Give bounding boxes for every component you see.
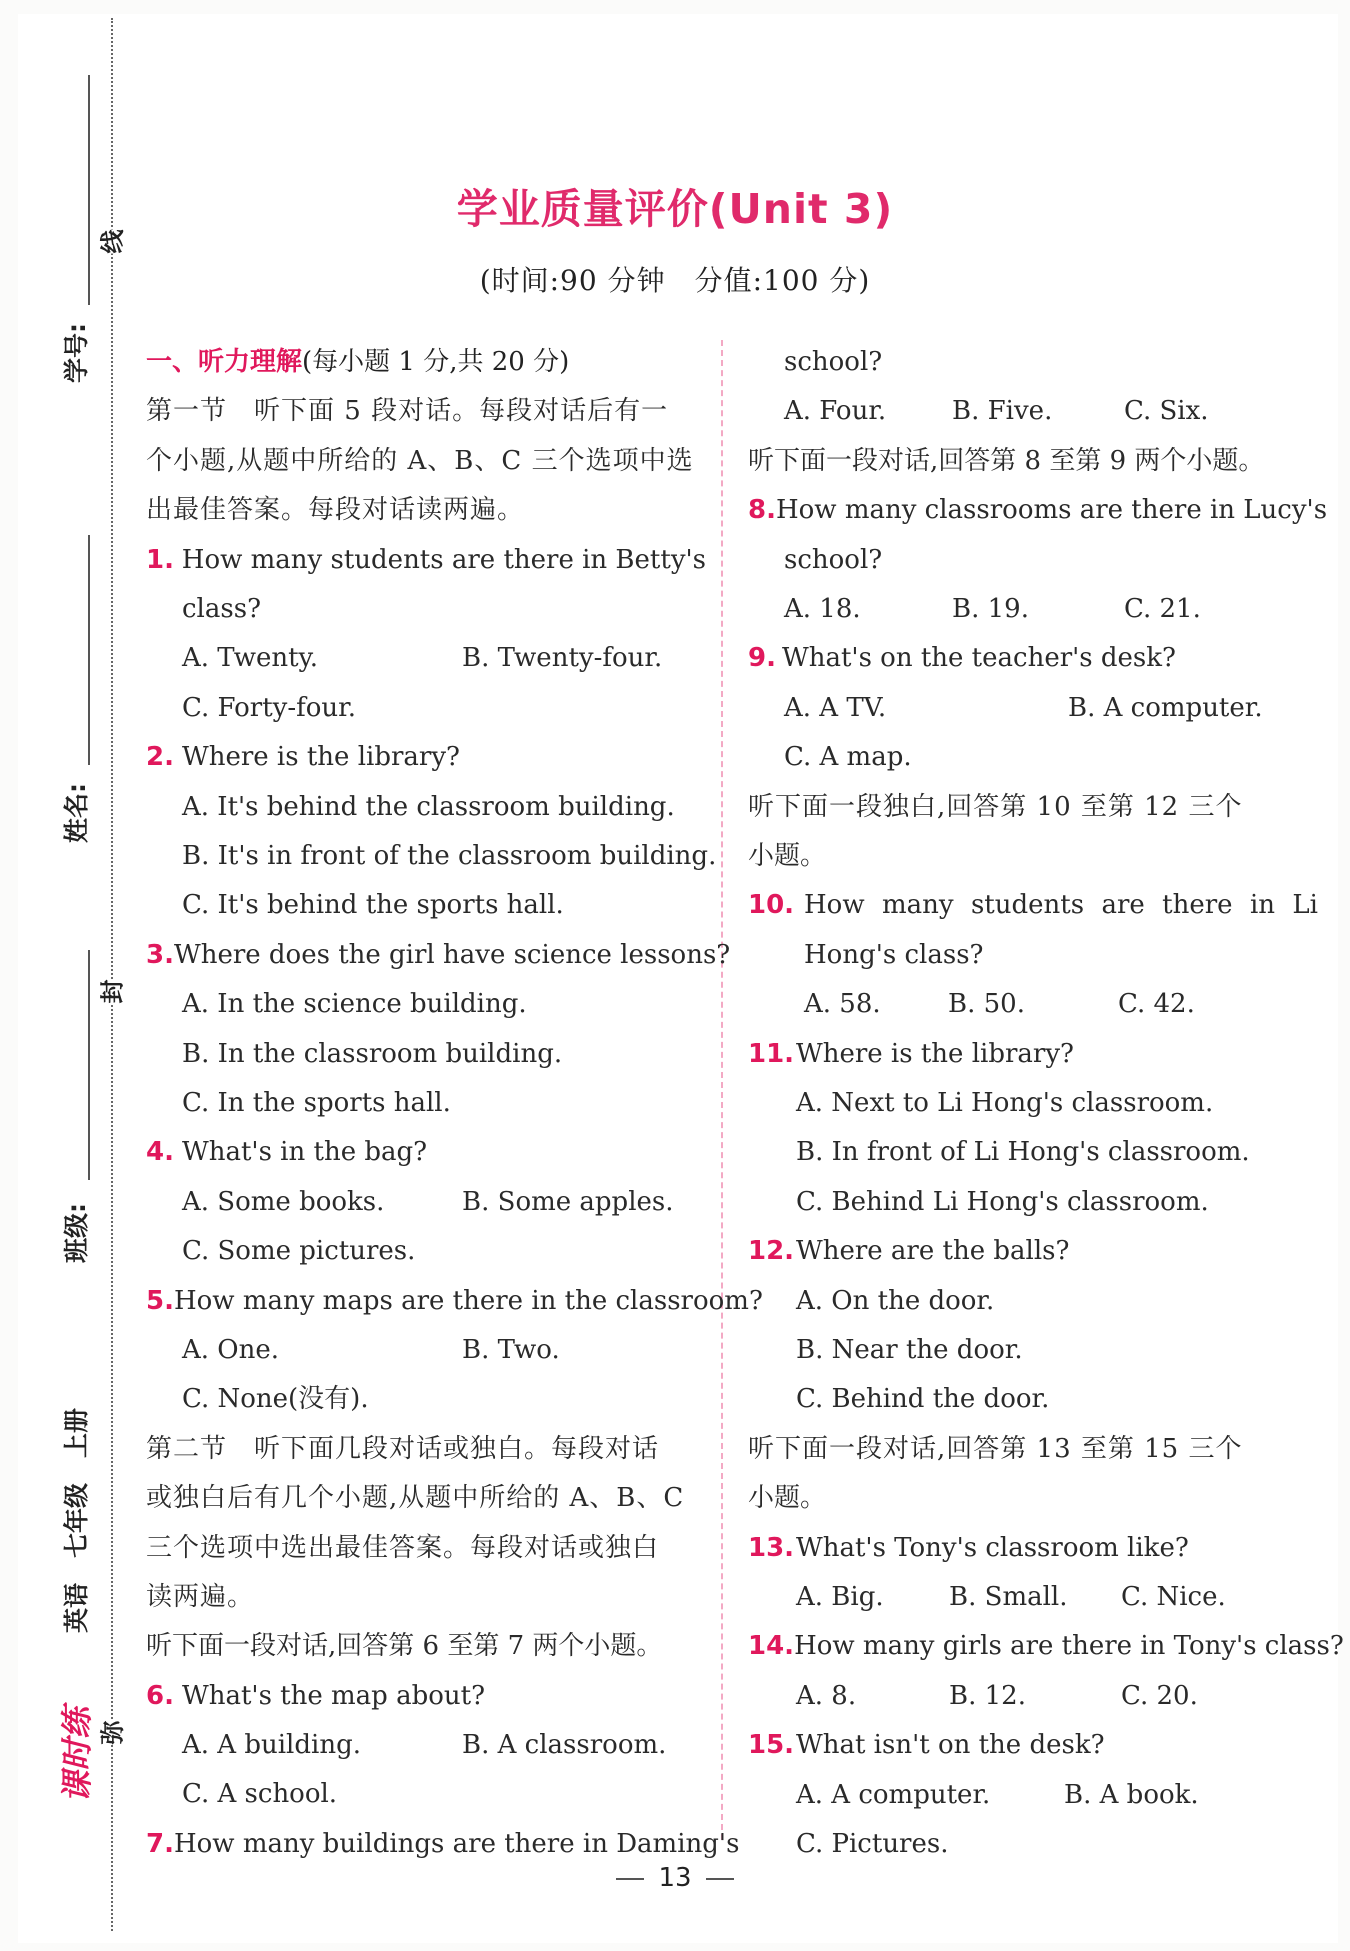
option-b: B. Near the door.: [796, 1334, 1023, 1365]
question-text: Where are the balls?: [796, 1236, 1070, 1267]
part1-instruction-line: 第一节 听下面 5 段对话。每段对话后有一: [146, 396, 669, 427]
question-text-continued: Hong's class?: [804, 939, 984, 970]
question-12: [748, 1227, 1318, 1276]
question-13: [748, 1524, 1318, 1573]
question-number: 9.: [748, 643, 776, 674]
option-c: C. Nice.: [1121, 1581, 1226, 1612]
instruction-13-15: 听下面一段对话,回答第 13 至第 15 三个: [748, 1433, 1243, 1464]
option-a: A. A TV.: [784, 692, 887, 723]
option-b: B. A book.: [1064, 1779, 1199, 1810]
question-number: 13.: [748, 1532, 795, 1563]
question-text-continued: class?: [182, 593, 262, 624]
part2-instruction-line: 三个选项中选出最佳答案。每段对话或独白: [146, 1532, 660, 1563]
right-column: [748, 338, 1344, 1869]
option-b: B. 12.: [949, 1680, 1026, 1711]
question-number: 2.: [146, 742, 174, 773]
options-row: [748, 1672, 1318, 1721]
part2-instruction-line: 或独白后有几个小题,从题中所给的 A、B、C: [146, 1483, 685, 1514]
question-text: How many classrooms are there in Lucy's: [775, 495, 1328, 526]
options-row: [146, 634, 706, 683]
option-a: A. 8.: [796, 1680, 857, 1711]
options-row: [146, 1178, 706, 1227]
option-c: C. 21.: [1124, 593, 1201, 624]
question-10: [748, 881, 1318, 930]
option-b: B. Some apples.: [462, 1186, 674, 1217]
instruction-10-12: 听下面一段独白,回答第 10 至第 12 三个: [748, 791, 1243, 822]
instruction-10-12-cont: 小题。: [748, 840, 827, 871]
option-c: C. Behind the door.: [796, 1384, 1050, 1415]
question-text: How many students are there in Betty's: [181, 544, 706, 575]
seal-feng-char: 封: [91, 980, 130, 1004]
question-text: Where is the library?: [182, 742, 460, 773]
part1-instruction-line: 出最佳答案。每段对话读两遍。: [146, 495, 525, 526]
question-text: Where does the girl have science lessons?: [173, 939, 731, 970]
page-title: 学业质量评价(Unit 3): [456, 185, 894, 233]
question-text: How many maps are there in the classroom?: [173, 1285, 763, 1316]
name-underline: [88, 535, 90, 765]
option-c: C. Pictures.: [796, 1828, 949, 1859]
question-text-continued: school?: [784, 544, 883, 575]
question-number: 6.: [146, 1680, 174, 1711]
question-number: 4.: [146, 1137, 174, 1168]
options-row: [748, 1573, 1318, 1622]
question-number: 3.: [146, 939, 174, 970]
part2-instruction-line: 第二节 听下面几段对话或独白。每段对话: [146, 1433, 660, 1464]
footer-dash: [706, 1878, 734, 1880]
option-c: C. A map.: [784, 742, 912, 773]
question-number: 11.: [748, 1038, 795, 1069]
option-b: B. A classroom.: [462, 1730, 667, 1761]
name-label: 姓名:: [62, 783, 91, 843]
book-info-label: 英语 七年级 上册: [62, 1407, 91, 1633]
question-text: What's Tony's classroom like?: [796, 1532, 1189, 1563]
question-8: [748, 486, 1328, 535]
question-7-continued: school?: [784, 347, 883, 377]
option-b: B. In front of Li Hong's classroom.: [796, 1137, 1250, 1168]
question-text: What's in the bag?: [182, 1137, 428, 1168]
column-divider: [721, 340, 723, 1840]
question-2: [146, 733, 706, 782]
instruction-8-9: 听下面一段对话,回答第 8 至第 9 两个小题。: [748, 445, 1265, 476]
option-c: C. Six.: [1124, 396, 1209, 427]
part1-instruction-line: 个小题,从题中所给的 A、B、C 三个选项中选: [146, 445, 694, 476]
question-text: What's on the teacher's desk?: [782, 643, 1176, 674]
question-number: 7.: [146, 1828, 174, 1859]
question-text: Where is the library?: [796, 1038, 1074, 1069]
option-b: B. Small.: [949, 1581, 1068, 1612]
options-row: [748, 585, 1318, 634]
seal-line-char: 线: [91, 230, 130, 254]
class-label: 班级:: [62, 1203, 91, 1263]
question-number: 1.: [146, 544, 174, 575]
option-b: B. It's in front of the classroom building.: [182, 840, 717, 871]
option-a: A. A building.: [182, 1730, 361, 1761]
option-a: A. Twenty.: [182, 643, 319, 674]
instruction-13-15-cont: 小题。: [748, 1483, 827, 1514]
option-c: C. Behind Li Hong's classroom.: [796, 1186, 1209, 1217]
question-text: How many buildings are there in Daming's: [173, 1828, 740, 1859]
question-number: 12.: [748, 1236, 795, 1267]
option-a: A. A computer.: [796, 1779, 991, 1810]
question-15: [748, 1721, 1318, 1770]
option-a: A. 58.: [804, 989, 881, 1020]
option-a: A. 18.: [784, 593, 861, 624]
footer-dash: [616, 1878, 644, 1880]
option-a: A. Four.: [784, 396, 887, 427]
options-row: [748, 684, 1318, 733]
option-a: A. Some books.: [182, 1186, 385, 1217]
option-a: A. It's behind the classroom building.: [182, 791, 675, 822]
section-heading: [146, 338, 706, 387]
question-6: [146, 1672, 706, 1721]
options-row: [748, 387, 1318, 436]
question-number: 14.: [748, 1631, 795, 1662]
question-text: What's the map about?: [182, 1680, 486, 1711]
part2-instruction-line: 读两遍。: [146, 1581, 255, 1612]
option-b: B. 19.: [952, 593, 1029, 624]
question-text: How many students are there in Li: [804, 890, 1318, 921]
option-a: A. In the science building.: [182, 989, 527, 1020]
question-1: [146, 536, 706, 585]
section-heading-note: (每小题 1 分,共 20 分): [302, 347, 570, 377]
option-b: B. Twenty-four.: [462, 643, 663, 674]
question-5: [146, 1277, 763, 1326]
options-row: [748, 980, 1318, 1029]
options-row: [748, 1771, 1318, 1820]
page-number: 13: [658, 1863, 692, 1893]
option-b: B. Two.: [462, 1334, 560, 1365]
option-a: A. One.: [182, 1334, 280, 1365]
option-c: C. A school.: [182, 1779, 338, 1810]
question-3: [146, 931, 731, 980]
option-b: B. In the classroom building.: [182, 1038, 563, 1069]
page-footer: [0, 1863, 1350, 1893]
option-b: B. Five.: [952, 396, 1053, 427]
binding-dotted-line: [111, 18, 113, 1931]
option-a: A. On the door.: [796, 1285, 995, 1316]
question-11: [748, 1030, 1318, 1079]
options-row: [146, 1326, 706, 1375]
option-c: C. None(没有).: [182, 1384, 369, 1415]
left-column: [146, 338, 763, 1869]
section-heading-title: 一、听力理解: [146, 347, 303, 377]
options-row: [146, 1721, 706, 1770]
question-4: [146, 1128, 706, 1177]
question-14: [748, 1622, 1344, 1671]
question-number: 10.: [748, 890, 795, 921]
question-text: How many girls are there in Tony's class?: [794, 1631, 1344, 1662]
seal-mi-char: 弥: [91, 1721, 130, 1745]
option-c: C. It's behind the sports hall.: [182, 890, 564, 921]
option-c: C. 20.: [1121, 1680, 1198, 1711]
student-id-label: 学号:: [62, 323, 91, 383]
question-7: [146, 1820, 740, 1869]
question-number: 5.: [146, 1285, 174, 1316]
option-a: A. Next to Li Hong's classroom.: [796, 1087, 1214, 1118]
question-text: What isn't on the desk?: [796, 1730, 1105, 1761]
instruction-6-7: 听下面一段对话,回答第 6 至第 7 两个小题。: [146, 1631, 663, 1662]
question-9: [748, 634, 1318, 683]
page-subtitle: (时间:90 分钟 分值:100 分): [479, 264, 871, 297]
question-number: 15.: [748, 1730, 795, 1761]
option-c: C. In the sports hall.: [182, 1087, 451, 1118]
option-a: A. Big.: [796, 1581, 884, 1612]
option-c: C. Forty-four.: [182, 692, 356, 723]
option-c: C. 42.: [1118, 989, 1195, 1020]
option-b: B. 50.: [948, 989, 1025, 1020]
option-c: C. Some pictures.: [182, 1236, 416, 1267]
option-b: B. A computer.: [1068, 692, 1263, 723]
question-number: 8.: [748, 495, 776, 526]
brand-logo: 课时练: [58, 1706, 96, 1803]
